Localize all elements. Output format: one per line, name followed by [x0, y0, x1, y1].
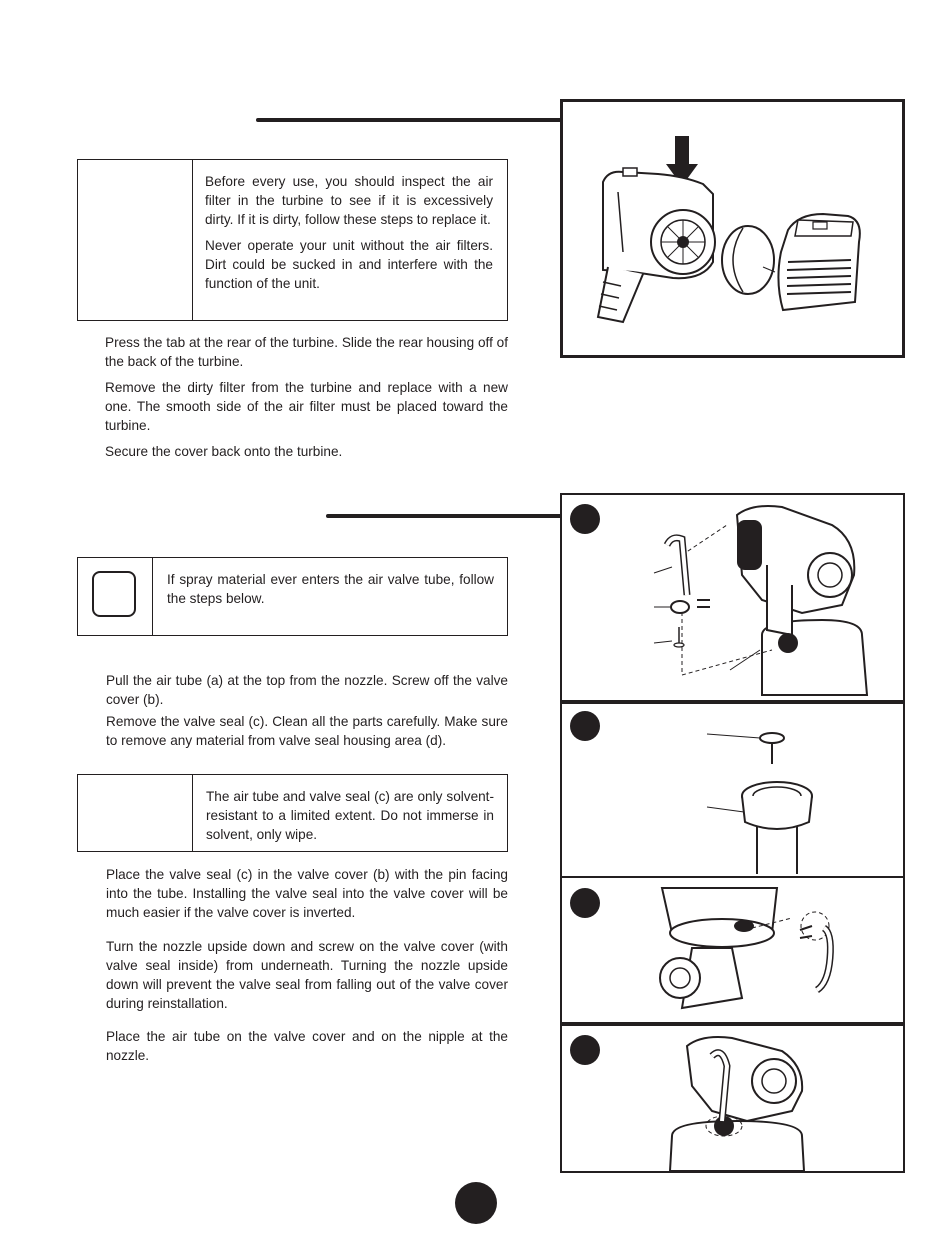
turbine-filter-illustration [563, 102, 902, 355]
caution-box [77, 774, 508, 852]
step-text: Press the tab at the rear of the turbine. Slide the rear housing off of the back of the turbine. [105, 335, 508, 369]
caution-text: The air tube and valve seal (c) are only solvent-resistant to a limited extent. Do not immerse in solvent, only wipe. [206, 789, 494, 842]
step-illustration-1 [560, 493, 905, 702]
note-divider [152, 558, 153, 635]
note-box [77, 159, 508, 321]
note-box [77, 557, 508, 636]
reassembled-nozzle-illustration [562, 1026, 903, 1171]
valve-seal-illustration [562, 704, 903, 876]
step-text: Place the air tube on the valve cover and on the nipple at the nozzle. [106, 1029, 508, 1063]
step-illustration-3 [560, 876, 905, 1024]
inverted-nozzle-illustration [562, 878, 903, 1022]
step-illustration-4 [560, 1024, 905, 1173]
section-heading-rule [326, 514, 562, 518]
page-number-badge [455, 1182, 497, 1224]
section-heading-rule [256, 118, 562, 122]
note-divider [192, 160, 193, 320]
step-text: Place the valve seal (c) in the valve cover (b) with the pin facing into the tube. Installing the valve seal into the valve cover will be much easier if the valve cover is inverted. [106, 867, 508, 920]
step-text: Remove the dirty filter from the turbine and replace with a new one. The smooth side of the air filter must be placed toward the turbine. [105, 380, 508, 433]
step-text: Pull the air tube (a) at the top from the nozzle. Screw off the valve cover (b). [106, 673, 508, 707]
step-text: Secure the cover back onto the turbine. [105, 444, 343, 459]
note-text: If spray material ever enters the air valve tube, follow the steps below. [167, 572, 494, 606]
step-text: Turn the nozzle upside down and screw on the valve cover (with valve seal inside) from underneath. Turning the nozzle upside down will prevent the valve seal from falling out of the valve cover during reinstallation. [106, 939, 508, 1011]
step-text: Remove the valve seal (c). Clean all the parts carefully. Make sure to remove any material from valve seal housing area (d). [106, 714, 508, 748]
nozzle-disassembly-illustration [562, 495, 903, 700]
caution-divider [192, 775, 193, 851]
note-text [205, 172, 493, 300]
note-paragraph: Before every use, you should inspect the air filter in the turbine to see if it is excessively dirty. If it is dirty, follow these steps to replace it. [205, 174, 493, 227]
step-illustration-2 [560, 702, 905, 878]
note-icon [92, 571, 136, 617]
note-paragraph: Never operate your unit without the air filters. Dirt could be sucked in and interfere with the function of the unit. [205, 238, 493, 291]
filter-illustration-frame [560, 99, 905, 358]
